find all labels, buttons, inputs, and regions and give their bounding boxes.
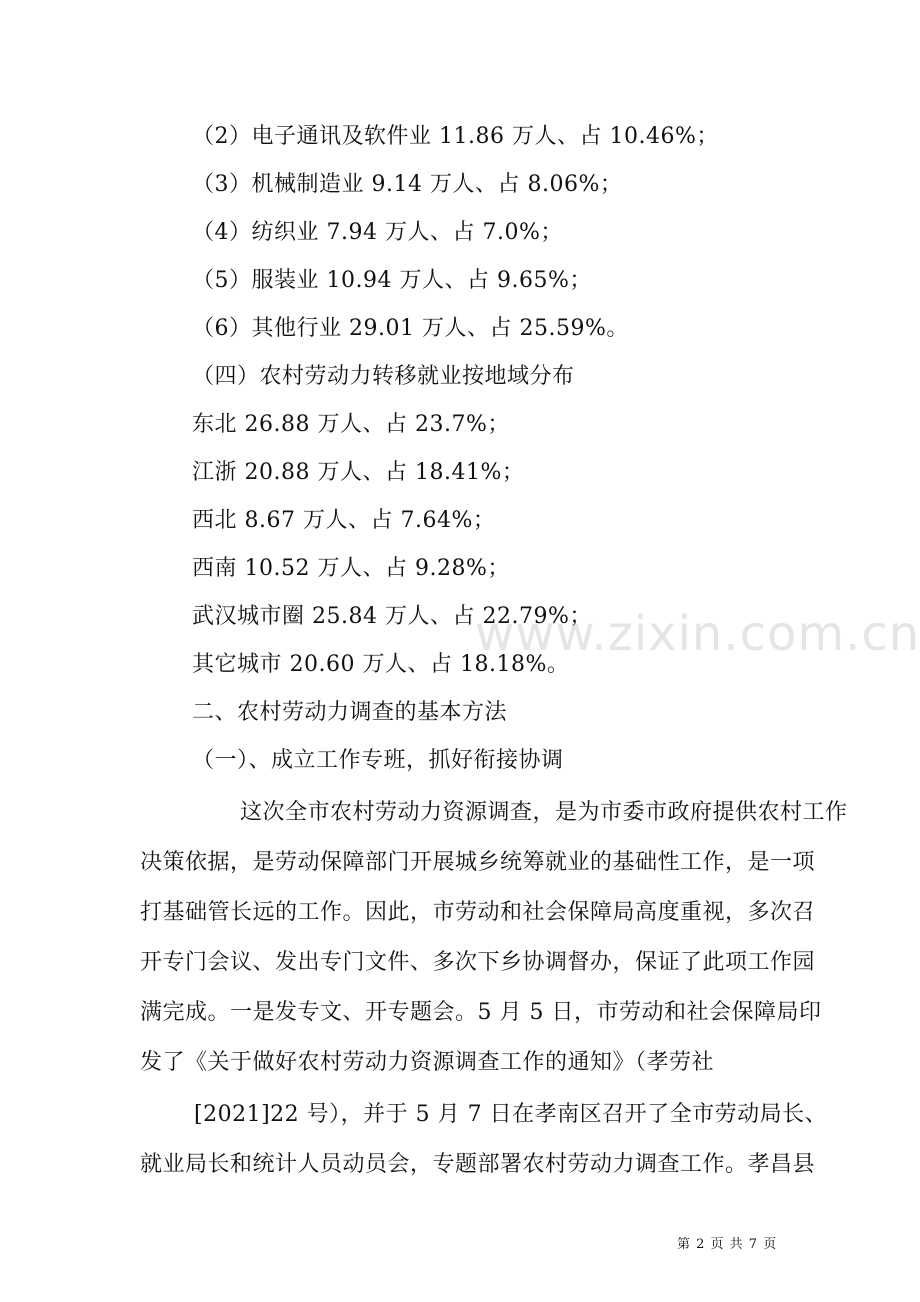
region-line-northeast: 东北 26.88 万人、占 23.7%；: [192, 412, 510, 437]
industry-line-4: （4）纺织业 7.94 万人、占 7.0%；: [192, 220, 563, 245]
industry-line-6: （6）其他行业 29.01 万人、占 25.59%。: [192, 316, 629, 341]
region-line-jiangzhe: 江浙 20.88 万人、占 18.41%；: [192, 460, 525, 485]
paragraph-line: 决策依据，是劳动保障部门开展城乡统筹就业的基础性工作，是一项: [140, 850, 816, 875]
paragraph-line: 开专门会议、发出专门文件、多次下乡协调督办，保证了此项工作园: [140, 950, 816, 975]
paragraph-line: 发了《关于做好农村劳动力资源调查工作的通知》（孝劳社: [140, 1050, 715, 1075]
paragraph-line: 打基础管长远的工作。因此，市劳动和社会保障局高度重视，多次召: [140, 900, 816, 925]
page-number-footer: 第 2 页 共 7 页: [677, 1237, 778, 1252]
region-line-other-cities: 其它城市 20.60 万人、占 18.18%。: [192, 652, 570, 677]
industry-line-5: （5）服装业 10.94 万人、占 9.65%；: [192, 268, 592, 293]
paragraph-line: 满完成。一是发专文、开专题会。5 月 5 日，市劳动和社会保障局印: [140, 1000, 822, 1025]
region-line-southwest: 西南 10.52 万人、占 9.28%；: [192, 556, 510, 581]
industry-line-2: （2）电子通讯及软件业 11.86 万人、占 10.46%；: [192, 124, 719, 149]
region-line-wuhan: 武汉城市圈 25.84 万人、占 22.79%；: [192, 604, 592, 629]
paragraph-line: 就业局长和统计人员动员会，专题部署农村劳动力调查工作。孝昌县: [140, 1152, 816, 1177]
subsection-heading: （一）、成立工作专班，抓好衔接协调: [192, 748, 564, 773]
industry-line-3: （3）机械制造业 9.14 万人、占 8.06%；: [192, 172, 623, 197]
section-heading-region: （四）农村劳动力转移就业按地域分布: [192, 364, 575, 389]
paragraph-line: 这次全市农村劳动力资源调查，是为市委市政府提供农村工作: [240, 800, 848, 825]
watermark: www.zixin.com.cn: [475, 606, 920, 662]
paragraph-line: [2021]22 号），并于 5 月 7 日在孝南区召开了全市劳动局长、: [194, 1102, 828, 1127]
chapter-heading-methods: 二、农村劳动力调查的基本方法: [192, 700, 508, 725]
region-line-northwest: 西北 8.67 万人、占 7.64%；: [192, 508, 496, 533]
